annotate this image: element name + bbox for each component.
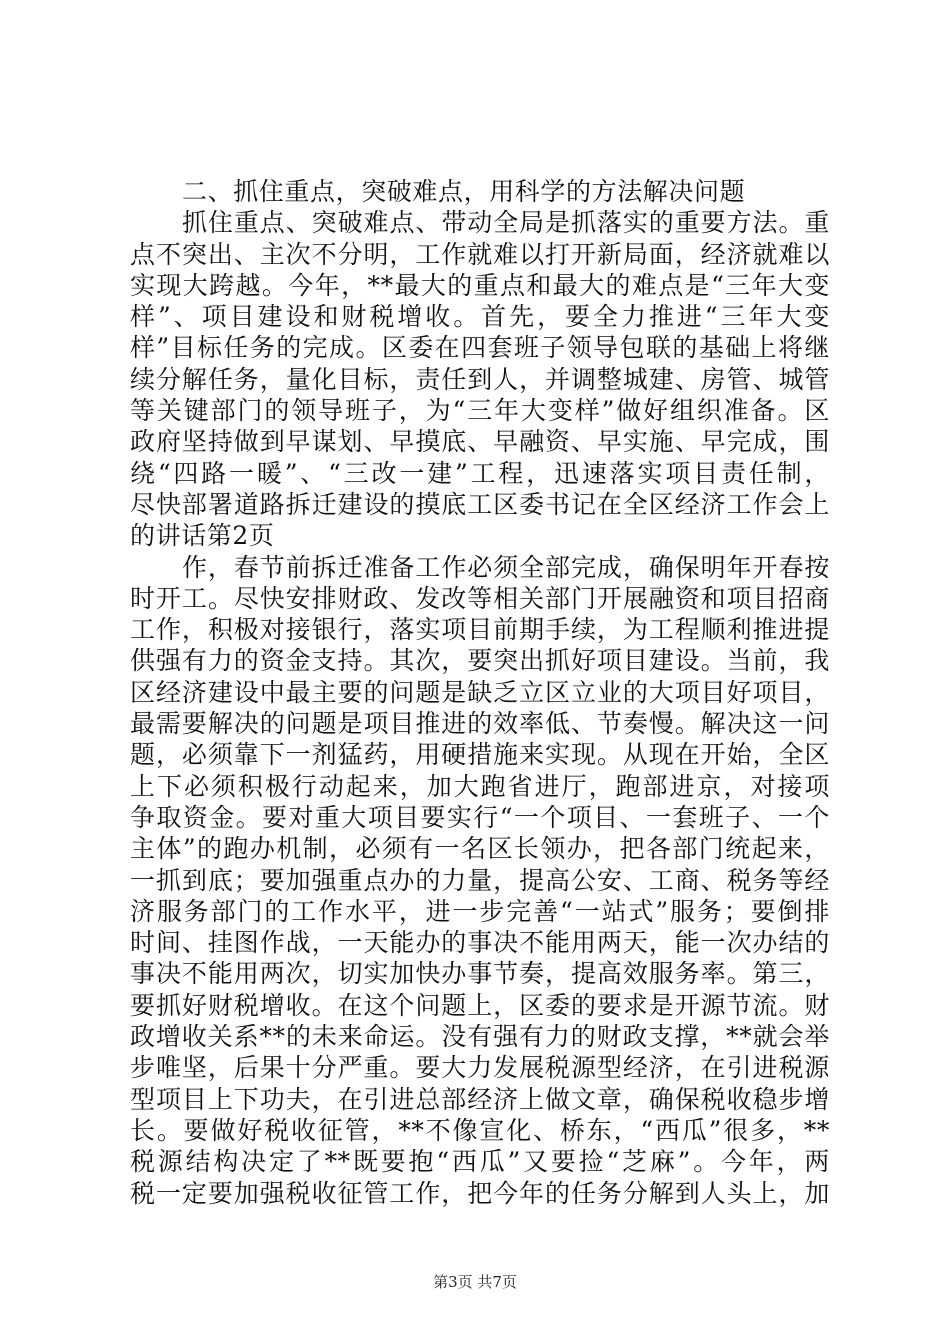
text-line: 长。要做好税收征管，**不像宣化、桥东，“西瓜”很多，** [130,1115,830,1145]
page-number-footer: 第3页 共7页 [433,1273,517,1291]
text-line: 事决不能用两次，切实加快办事节奏，提高效服务率。第三， [130,959,830,989]
text-line: 尽快部署道路拆迁建设的摸底工区委书记在全区经济工作会上 [130,489,830,519]
text-line: 争取资金。要对重大项目要实行“一个项目、一套班子、一个 [130,802,830,832]
text-line: 供强有力的资金支持。其次，要突出抓好项目建设。当前，我 [130,646,830,676]
text-line: 续分解任务，量化目标，责任到人，并调整城建、房管、城管 [130,364,830,394]
text-line: 上下必须积极行动起来，加大跑省进厅，跑部进京，对接项 [130,771,830,801]
text-line: 税源结构决定了**既要抱“西瓜”又要捡“芝麻”。今年，两 [130,1147,830,1177]
text-line: 工作，积极对接银行，落实项目前期手续，为工程顺利推进提 [130,615,830,645]
text-line: 样”、项目建设和财税增收。首先，要全力推进“三年大变 [130,302,830,332]
text-line: 步唯坚，后果十分严重。要大力发展税源型经济，在引进税源 [130,1053,830,1083]
text-line: 要抓好财税增收。在这个问题上，区委的要求是开源节流。财 [130,990,830,1020]
text-line: 最需要解决的问题是项目推进的效率低、节奏慢。解决这一问 [130,709,830,739]
text-line: 区经济建设中最主要的问题是缺乏立区立业的大项目好项目， [130,677,830,707]
text-line: 政府坚持做到早谋划、早摸底、早融资、早实施、早完成，围 [130,427,830,457]
text-line: 绕“四路一暖”、“三改一建”工程，迅速落实项目责任制， [130,458,830,488]
text-line: 主体”的跑办机制，必须有一名区长领办，把各部门统起来， [130,834,830,864]
text-line: 税一定要加强税收征管工作，把今年的任务分解到人头上，加 [130,1178,830,1208]
text-line: 型项目上下功夫，在引进总部经济上做文章，确保税收稳步增 [130,1084,830,1114]
text-line: 政增收关系**的未来命运。没有强有力的财政支撑，**就会举 [130,1022,830,1052]
text-line: 时间、挂图作战，一天能办的事决不能用两天，能一次办结的 [130,928,830,958]
document-body [130,176,830,1209]
text-line: 实现大跨越。今年，**最大的重点和最大的难点是“三年大变 [130,270,830,300]
text-line: 样”目标任务的完成。区委在四套班子领导包联的基础上将继 [130,333,830,363]
section-heading: 二、抓住重点，突破难点，用科学的方法解决问题 [182,177,746,206]
text-line: 作，春节前拆迁准备工作必须全部完成，确保明年开春按 [182,552,830,582]
text-line: 济服务部门的工作水平，进一步完善“一站式”服务；要倒排 [130,896,830,926]
text-line: 题，必须靠下一剂猛药，用硬措施来实现。从现在开始，全区 [130,740,830,770]
text-line: 时开工。尽快安排财政、发改等相关部门开展融资和项目招商 [130,583,830,613]
text-line: 等关键部门的领导班子，为“三年大变样”做好组织准备。区 [130,396,830,426]
text-line: 的讲话第2页 [130,521,275,551]
text-line: 一抓到底；要加强重点办的力量，提高公安、工商、税务等经 [130,865,830,895]
text-line: 点不突出、主次不分明，工作就难以打开新局面，经济就难以 [130,239,830,269]
text-line: 抓住重点、突破难点、带动全局是抓落实的重要方法。重 [182,208,830,238]
